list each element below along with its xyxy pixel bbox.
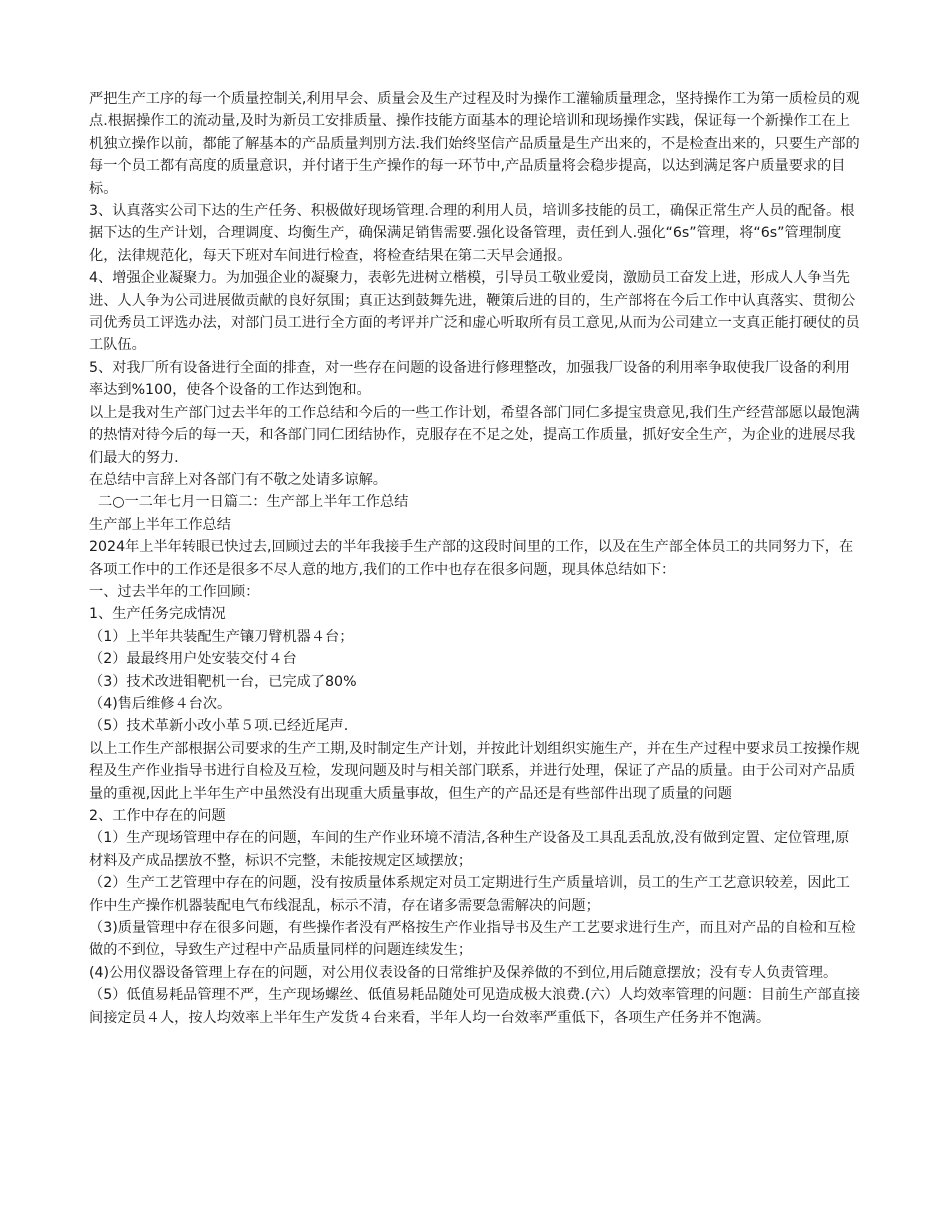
- list-item: （1）生产现场管理中存在的问题，车间的生产作业环境不清洁,各种生产设备及工具乱丢乱放,没有做到定置、定位管理,原材料及产成品摆放不整，标识不完整，未能按规定区域摆放；: [89, 830, 850, 869]
- paragraph: 以上工作生产部根据公司要求的生产工期,及时制定生产计划，并按此计划组织实施生产，并在生产过程中要求员工按操作规程及生产作业指导书进行自检及互检，发现问题及时与相关部门联系，并进行处理，保证了产品的质量。由于公司对产品质量的重视,因此上半年生产中虽然没有出现重大质量事故，但生产的产品还是有些部件出现了质量的问题: [89, 740, 860, 802]
- paragraph: 2024年上半年转眼已快过去,回顾过去的半年我接手生产部的这段时间里的工作，以及在生产部全体员工的共同努力下，在各项工作中的工作还是很多不尽人意的地方,我们的工作中也存在很多问题，现具体总结如下：: [89, 539, 854, 578]
- paragraph: 以上是我对生产部门过去半年的工作总结和今后的一些工作计划，希望各部门同仁多提宝贵意见,我们生产经营部愿以最饱满的热情对待今后的每一天，和各部门同仁团结协作，克服存在不足之处，提高工作质量，抓好安全生产，为企业的进展尽我们最大的努力.: [89, 404, 860, 466]
- list-item: （2）生产工艺管理中存在的问题，没有按质量体系规定对员工定期进行生产质量培训，员工的生产工艺意识较差，因此工作中生产操作机器装配电气布线混乱，标示不清，存在诸多需要急需解决的问题；: [89, 875, 850, 914]
- document-title: 生产部上半年工作总结: [89, 516, 231, 533]
- subsection-heading: 1、生产任务完成情况: [89, 606, 226, 623]
- paragraph: 4、增强企业凝聚力。为加强企业的凝聚力，表彰先进树立楷模，引导员工敬业爱岗，激励员工奋发上进，形成人人争当先进、人人争为公司进展做贡献的良好氛围；真正达到鼓舞先进，鞭策后进的目的，生产部将在今后工作中认真落实、贯彻公司优秀员工评选办法，对部门员工进行全方面的考评并广泛和虚心听取所有员工意见,从而为公司建立一支真正能打硬仗的员工队伍。: [89, 270, 860, 354]
- list-item: （5）技术革新小改小革５项.已经近尾声.: [89, 718, 349, 735]
- list-item: （4)售后维修４台次。: [89, 695, 232, 712]
- subsection-heading: 2、工作中存在的问题: [89, 808, 226, 824]
- paragraph: 在总结中言辞上对各部门有不敬之处请多谅解。: [89, 471, 387, 488]
- list-item: （5）低值易耗品管理不严，生产现场螺丝、低值易耗品随处可见造成极大浪费.(六）人均效率管理的问题：目前生产部直接间接定员４人，按人均效率上半年生产发货４台来看，半年人均一台效率严重低下，各项生产任务并不饱满。: [89, 987, 861, 1026]
- list-item: (4)公用仪器设备管理上存在的问题，对公用仪表设备的日常维护及保养做的不到位,用后随意摆放；没有专人负责管理。: [89, 964, 838, 981]
- list-item: （3）技术改进钼靶机一台，已完成了80%: [89, 673, 357, 690]
- paragraph: 3、认真落实公司下达的生产任务、积极做好现场管理.合理的利用人员，培训多技能的员工，确保正常生产人员的配备。根据下达的生产计划，合理调度、均衡生产，确保满足销售需要.强化设备管理，责任到人.强化“6s”管理，将“6s”管理制度化，法律规范化，每天下班对车间进行检查，将检查结果在第二天早会通报。: [89, 203, 855, 264]
- list-item: （2）最最终用户处安装交付４台: [89, 651, 297, 668]
- paragraph: 严把生产工序的每一个质量控制关,利用早会、质量会及生产过程及时为操作工灌输质量理念，坚持操作工为第一质检员的观点.根据操作工的流动量,及时为新员工安排质量、操作技能方面基本的理论培训和现场操作实践，保证每一个新操作工在上机独立操作以前，都能了解基本的产品质量判別方法.我们始终坚信产品质量是生产出来的，不是检查出来的，只要生产部的每一个员工都有高度的质量意识，并付诸于生产操作的每一环节中,产品质量将会稳步提高，以达到满足客户质量要求的目标。: [89, 91, 860, 197]
- section-title: 二○一二年七月一日篇二：生产部上半年工作总结: [89, 494, 409, 511]
- document-body: [89, 88, 861, 1029]
- list-item: （1）上半年共装配生产镶刀臂机器４台；: [89, 628, 354, 645]
- section-heading: 一、过去半年的工作回顾：: [89, 583, 260, 600]
- paragraph: 5、对我厂所有设备进行全面的排查，对一些存在问题的设备进行修理整改，加强我厂设备的利用率争取使我厂设备的利用率达到%100，使各个设备的工作达到饱和。: [89, 359, 850, 399]
- list-item: （3)质量管理中存在很多问题，有些操作者没有严格按生产作业指导书及生产工艺要求进行生产，而且对产品的自检和互检做的不到位，导致生产过程中产品质量同样的问题连续发生；: [89, 920, 856, 959]
